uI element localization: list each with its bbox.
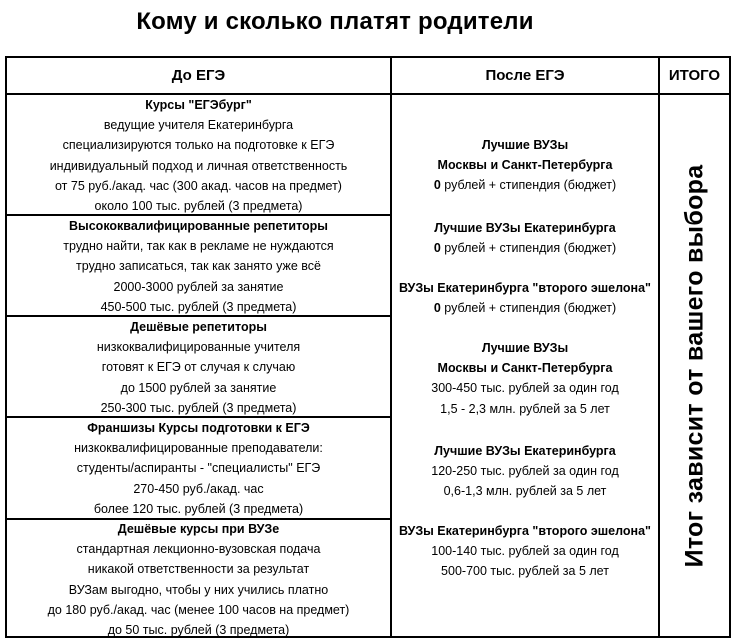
option-line: низкоквалифицированные преподаватели: bbox=[74, 441, 323, 456]
option-line: индивидуальный подход и личная ответственность bbox=[49, 158, 348, 173]
cost-line: 0,6-1,3 млн. рублей за 5 лет bbox=[443, 484, 607, 499]
after-paid-second-tier bbox=[392, 521, 658, 582]
cost-text: рублей + стипендия (бюджет) bbox=[440, 178, 617, 193]
option-line: трудно найти, так как в рекламе не нуждаются bbox=[63, 239, 334, 254]
option-line: около 100 тыс. рублей (3 предмета) bbox=[94, 199, 303, 214]
cost-zero: 0 bbox=[433, 301, 441, 316]
option-line: 270-450 руб./акад. час bbox=[133, 481, 264, 496]
option-line: ВУЗам выгодно, чтобы у них учились платно bbox=[68, 582, 329, 597]
cost-line: 300-450 тыс. рублей за один год bbox=[431, 381, 619, 396]
option-line: никакой ответственности за результат bbox=[87, 562, 310, 577]
option-name: Высококвалифицированные репетиторы bbox=[69, 219, 328, 233]
university-name: Лучшие ВУЗы Екатеринбурга bbox=[434, 444, 616, 458]
option-line: низкоквалифицированные учителя bbox=[96, 340, 301, 355]
after-paid-top-moscow bbox=[392, 338, 658, 419]
option-line: готовят к ЕГЭ от случая к случаю bbox=[101, 360, 296, 375]
option-line: специализируются только на подготовке к ЕГЭ bbox=[62, 138, 335, 153]
option-line: от 75 руб./акад. час (300 акад. часов на предмет) bbox=[55, 178, 342, 193]
university-name: ВУЗы Екатеринбурга "второго эшелона" bbox=[399, 524, 651, 538]
option-name: Курсы "ЕГЭбург" bbox=[145, 98, 252, 112]
after-paid-top-ekb bbox=[392, 441, 658, 502]
cost-line: 120-250 тыс. рублей за один год bbox=[431, 464, 619, 479]
university-name: ВУЗы Екатеринбурга "второго эшелона" bbox=[399, 281, 651, 295]
cost-line: 100-140 тыс. рублей за один год bbox=[431, 544, 619, 559]
cost-line bbox=[392, 238, 658, 258]
after-budget-second-tier bbox=[392, 278, 658, 318]
university-name: Лучшие ВУЗы Екатеринбурга bbox=[434, 221, 616, 235]
header-total: ИТОГО bbox=[668, 67, 721, 84]
header-after: После ЕГЭ bbox=[485, 67, 565, 84]
option-line: до 50 тыс. рублей (3 предмета) bbox=[107, 623, 290, 638]
option-university-courses bbox=[7, 519, 390, 640]
cost-line: 1,5 - 2,3 млн. рублей за 5 лет bbox=[440, 401, 610, 416]
option-franchise-courses bbox=[7, 418, 390, 519]
option-name: Дешёвые курсы при ВУЗе bbox=[117, 522, 280, 536]
university-name: Москвы и Санкт-Петербурга bbox=[437, 158, 613, 173]
option-line: 250-300 тыс. рублей (3 предмета) bbox=[100, 400, 297, 415]
page-title: Кому и сколько платят родители bbox=[136, 8, 534, 35]
cost-line bbox=[392, 175, 658, 195]
option-name: Дешёвые репетиторы bbox=[130, 320, 267, 334]
option-line: более 120 тыс. рублей (3 предмета) bbox=[93, 501, 304, 516]
cost-zero: 0 bbox=[433, 241, 441, 256]
cost-line: 500-700 тыс. рублей за 5 лет bbox=[441, 564, 609, 579]
option-egeburg bbox=[7, 95, 390, 216]
total-cell bbox=[660, 95, 729, 636]
cost-text: рублей + стипендия (бюджет) bbox=[440, 241, 617, 256]
option-line: до 180 руб./акад. час (менее 100 часов на предмет) bbox=[47, 602, 350, 617]
option-line: 2000-3000 рублей за занятие bbox=[113, 279, 284, 294]
option-line: студенты/аспиранты - "специалисты" ЕГЭ bbox=[76, 461, 321, 476]
total-text: Итог зависит от вашего выбора bbox=[680, 164, 708, 567]
option-line: стандартная лекционно-вузовская подача bbox=[76, 542, 321, 557]
after-budget-top-ekb bbox=[392, 218, 658, 258]
cost-text: рублей + стипендия (бюджет) bbox=[440, 301, 617, 316]
university-name: Москвы и Санкт-Петербурга bbox=[437, 361, 613, 376]
university-name: Лучшие ВУЗы bbox=[481, 341, 569, 355]
option-line: до 1500 рублей за занятие bbox=[120, 380, 277, 395]
university-name: Лучшие ВУЗы bbox=[481, 138, 569, 152]
comparison-table bbox=[5, 56, 731, 638]
cost-line bbox=[392, 298, 658, 318]
option-top-tutors bbox=[7, 216, 390, 317]
option-name: Франшизы Курсы подготовки к ЕГЭ bbox=[87, 421, 310, 435]
header-before: До ЕГЭ bbox=[171, 67, 226, 84]
option-line: 450-500 тыс. рублей (3 предмета) bbox=[100, 299, 297, 314]
option-cheap-tutors bbox=[7, 317, 390, 418]
cost-zero: 0 bbox=[433, 178, 441, 193]
after-budget-top-moscow bbox=[392, 135, 658, 196]
option-line: трудно записаться, так как занято уже всё bbox=[76, 259, 321, 274]
option-line: ведущие учителя Екатеринбурга bbox=[103, 118, 294, 133]
